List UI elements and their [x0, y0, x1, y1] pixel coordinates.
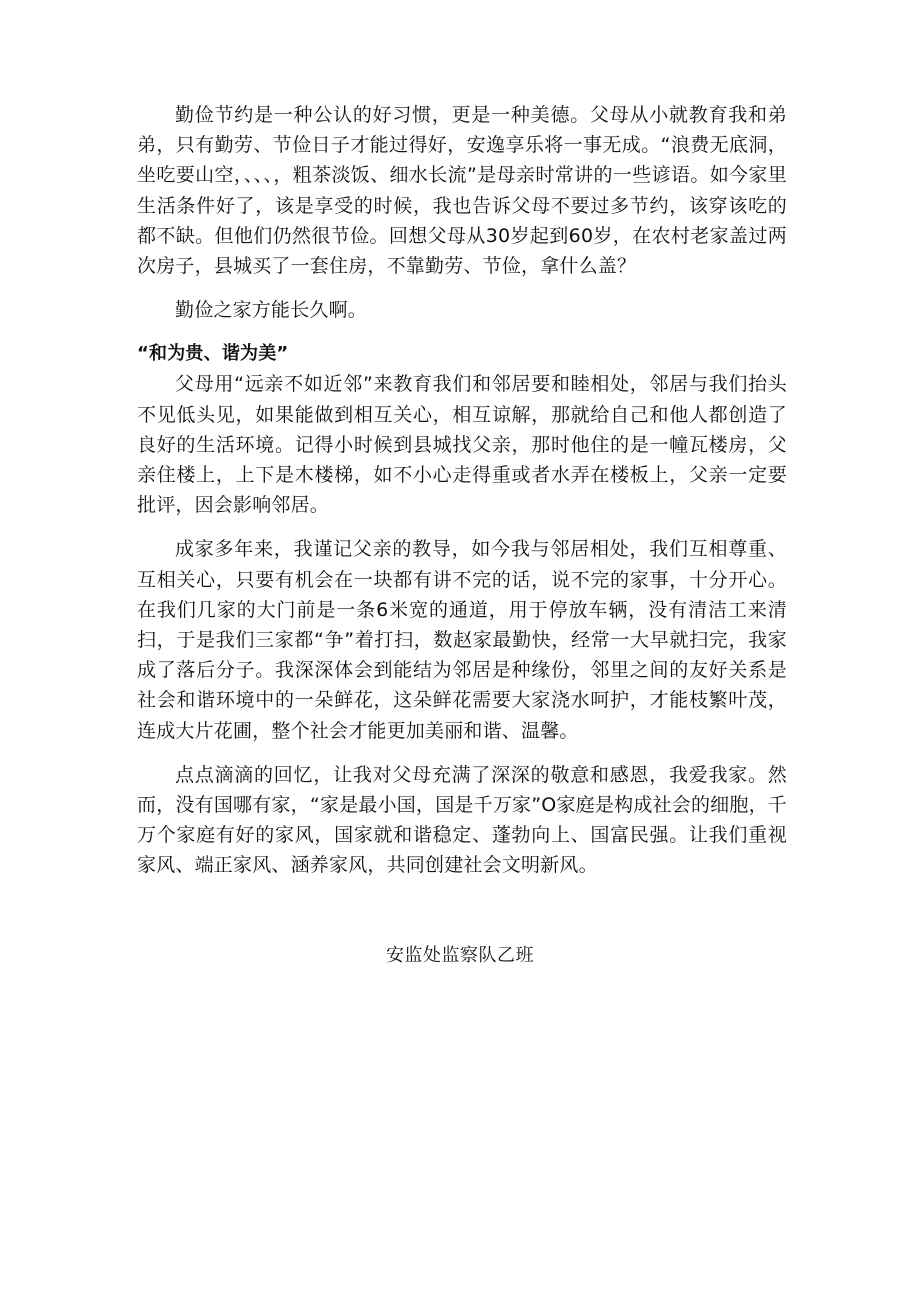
paragraph-spacer	[137, 520, 787, 534]
paragraph-thrift: 勤俭节约是一种公认的好习惯，更是一种美德。父母从小就教育我和弟弟，只有勤劳、节俭日子才能过得好，安逸享乐将一事无成。“浪费无底洞，坐吃要山空，、、、，粗茶淡饭、细水长流”是母亲时常讲的一些谚语。如今家里生活条件好了，该是享受的时候，我也告诉父母不要过多节约，该穿该吃的都不缺。但他们仍然很节俭。回想父母从30岁起到60岁，在农村老家盖过两次房子，县城买了一套住房，不靠勤劳、节俭，拿什么盖？	[137, 104, 787, 278]
section-title-harmony: “和为贵、谐为美”	[137, 343, 289, 365]
document-body	[137, 100, 787, 881]
paragraph-family-years: 成家多年来，我谨记父亲的教导，如今我与邻居相处，我们互相尊重、互相关心，只要有机会在一块都有讲不完的话，说不完的家事，十分开心。在我们几家的大门前是一条6米宽的通道，用于停放车辆，没有清洁工来清扫，于是我们三家都“争”着打扫，数赵家最勤快，经常一大早就扫完，我家成了落后分子。我深深体会到能结为邻居是种缘份，邻里之间的友好关系是社会和谐环境中的一朵鲜花，这朵鲜花需要大家浇水呵护，才能枝繁叶茂，连成大片花圃，整个社会才能更加美丽和谐、温馨。	[137, 538, 787, 742]
paragraph-spacer	[137, 281, 787, 295]
paragraph-spacer	[137, 325, 787, 339]
paragraph-spacer	[137, 746, 787, 760]
signature: 安监处监察队乙班	[386, 945, 534, 966]
paragraph-neighbors: 父母用“远亲不如近邻”来教育我们和邻居要和睦相处，邻居与我们抬头不见低头见，如果能做到相互关心，相互谅解，那就给自己和他人都创造了良好的生活环境。记得小时候到县城找父亲，那时他住的是一幢瓦楼房，父亲住楼上，上下是木楼梯，如不小心走得重或者水弄在楼板上，父亲一定要批评，因会影响邻居。	[137, 373, 787, 517]
paragraph-long-lasting: 勤俭之家方能长久啊。	[175, 299, 368, 322]
paragraph-conclusion: 点点滴滴的回忆，让我对父母充满了深深的敬意和感恩，我爱我家。然而，没有国哪有家，“家是最小国，国是千万家”O家庭是构成社会的细胞，千万个家庭有好的家风，国家就和谐稳定、蓬勃向上、国富民强。让我们重视家风、端正家风、涵养家风，共同创建社会文明新风。	[137, 763, 787, 877]
